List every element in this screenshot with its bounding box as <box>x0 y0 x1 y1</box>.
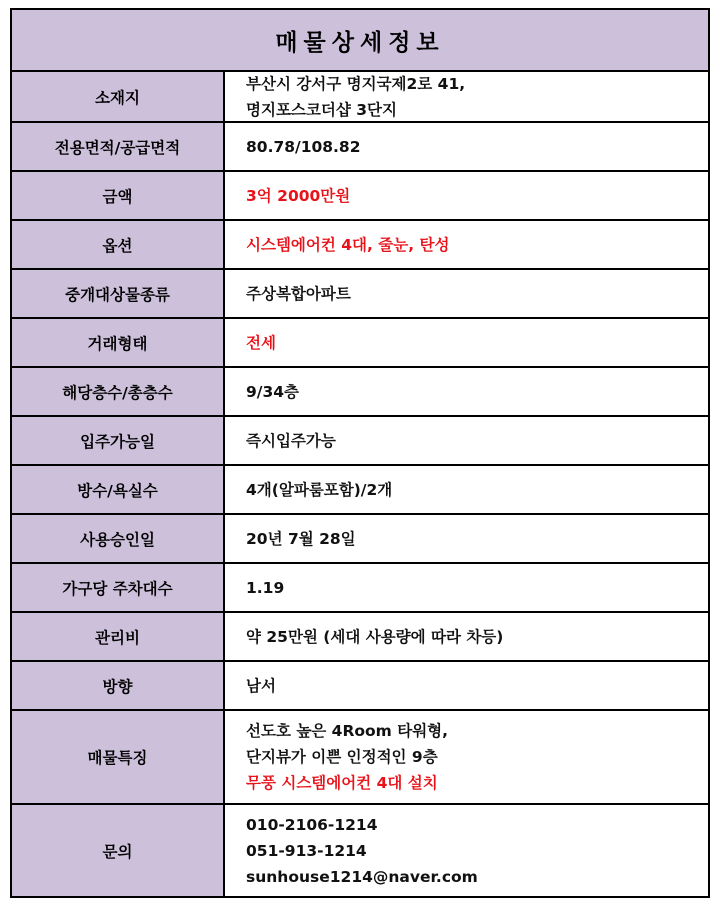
feature-line-3: 무풍 시스템에어컨 4대 설치 <box>246 774 438 792</box>
row-value: 시스템에어컨 4대, 줄눈, 탄성 <box>246 235 450 254</box>
table-row-rooms <box>12 466 708 515</box>
table-row-parking <box>12 564 708 613</box>
table-row-floor <box>12 368 708 417</box>
row-value: 4개(알파룸포함)/2개 <box>246 480 393 499</box>
table-row-area <box>12 123 708 172</box>
row-value: 남서 <box>246 676 276 695</box>
row-value <box>225 805 708 896</box>
row-value: 80.78/108.82 <box>246 137 361 156</box>
row-value: 주상복합아파트 <box>246 284 351 303</box>
row-label: 금액 <box>12 172 225 219</box>
row-label: 입주가능일 <box>12 417 225 464</box>
table-row-property-type <box>12 270 708 319</box>
row-label: 방수/욕실수 <box>12 466 225 513</box>
table-row-transaction-type <box>12 319 708 368</box>
row-label: 매물특징 <box>12 711 225 803</box>
table-row-price <box>12 172 708 221</box>
table-title: 매물상세정보 <box>12 10 708 72</box>
table-row-approval-date <box>12 515 708 564</box>
feature-line-1: 선도호 높은 4Room 타워형, <box>246 722 449 740</box>
row-value: 9/34층 <box>246 382 299 401</box>
table-row-direction <box>12 662 708 711</box>
row-value: 즉시입주가능 <box>246 431 336 450</box>
row-label: 해당층수/총층수 <box>12 368 225 415</box>
row-label: 가구당 주차대수 <box>12 564 225 611</box>
row-label: 옵션 <box>12 221 225 268</box>
row-value: 20년 7월 28일 <box>246 529 356 548</box>
row-label: 소재지 <box>12 72 225 121</box>
row-value: 1.19 <box>246 578 285 597</box>
feature-line-2: 단지뷰가 이쁜 인정적인 9층 <box>246 748 438 766</box>
row-value: 약 25만원 (세대 사용량에 따라 차등) <box>246 627 504 646</box>
table-row-maintenance-fee <box>12 613 708 662</box>
row-label: 관리비 <box>12 613 225 660</box>
phone-office: 051-913-1214 <box>246 841 367 860</box>
table-row-move-in <box>12 417 708 466</box>
address-line-2: 명지포스코더샵 3단지 <box>246 100 397 119</box>
row-label: 거래형태 <box>12 319 225 366</box>
table-row-features <box>12 711 708 805</box>
row-value <box>225 711 708 803</box>
row-value: 전세 <box>246 333 276 352</box>
row-value <box>225 72 708 121</box>
row-label: 중개대상물종류 <box>12 270 225 317</box>
property-detail-table <box>10 8 710 898</box>
table-row-options <box>12 221 708 270</box>
row-label: 전용면적/공급면적 <box>12 123 225 170</box>
row-value: 3억 2000만원 <box>246 186 351 205</box>
row-label: 사용승인일 <box>12 515 225 562</box>
email: sunhouse1214@naver.com <box>246 867 478 886</box>
row-label: 방향 <box>12 662 225 709</box>
row-label: 문의 <box>12 805 225 896</box>
phone-mobile: 010-2106-1214 <box>246 815 378 834</box>
address-line-1: 부산시 강서구 명지국제2로 41, <box>246 74 466 93</box>
table-row-location <box>12 72 708 123</box>
table-row-contact <box>12 805 708 896</box>
